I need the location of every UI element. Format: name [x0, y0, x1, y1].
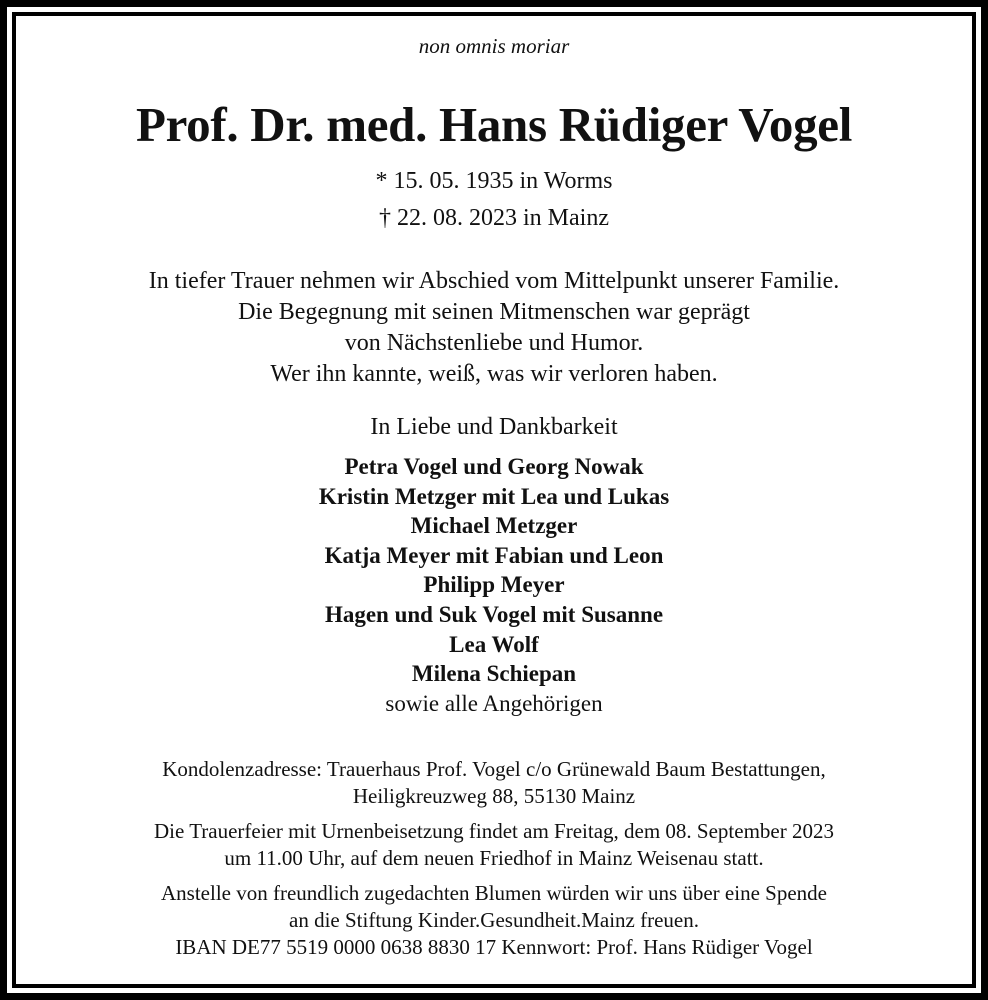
- notice-line: Anstelle von freundlich zugedachten Blumen würden wir uns über eine Spende: [161, 881, 827, 905]
- tribute-line: von Nächstenliebe und Humor.: [344, 330, 644, 356]
- tribute-line: In tiefer Trauer nehmen wir Abschied vom Mittelpunkt unserer Familie.: [148, 268, 840, 294]
- tribute-line: Die Begegnung mit seinen Mitmenschen war geprägt: [238, 299, 750, 325]
- tribute-line: Wer ihn kannte, weiß, was wir verloren haben.: [270, 361, 718, 387]
- death-date: † 22. 08. 2023 in Mainz: [379, 205, 609, 231]
- notice-line: Kondolenzadresse: Trauerhaus Prof. Vogel c/o Grünewald Baum Bestattungen,: [162, 757, 826, 781]
- motto: non omnis moriar: [418, 34, 570, 58]
- tribute-text: [0, 266, 988, 390]
- donation-notice: [0, 880, 988, 961]
- notice-line: Die Trauerfeier mit Urnenbeisetzung findet am Freitag, dem 08. September 2023: [154, 819, 834, 843]
- mourner: Petra Vogel und Georg Nowak: [344, 454, 644, 479]
- funeral-notice: [0, 818, 988, 872]
- mourner: Katja Meyer mit Fabian und Leon: [324, 542, 664, 568]
- mourners-closing: sowie alle Angehörigen: [385, 690, 603, 716]
- notice-line: Heiligkreuzweg 88, 55130 Mainz: [352, 784, 636, 808]
- mourner: Milena Schiepan: [411, 661, 577, 687]
- mourner: Hagen und Suk Vogel mit Susanne: [324, 601, 664, 627]
- mourner: Philipp Meyer: [423, 572, 565, 598]
- deceased-name: Prof. Dr. med. Hans Rüdiger Vogel: [135, 97, 853, 152]
- mourners-list: [0, 452, 988, 718]
- notice-line: um 11.00 Uhr, auf dem neuen Friedhof in Mainz Weisenau statt.: [224, 846, 764, 870]
- birth-date: * 15. 05. 1935 in Worms: [375, 168, 613, 194]
- condolence-address: [0, 756, 988, 810]
- notice-line: an die Stiftung Kinder.Gesundheit.Mainz freuen.: [289, 908, 699, 932]
- mourner: Lea Wolf: [449, 631, 539, 657]
- iban-line: IBAN DE77 5519 0000 0638 8830 17 Kennwort: Prof. Hans Rüdiger Vogel: [175, 935, 813, 959]
- signoff: In Liebe und Dankbarkeit: [370, 414, 618, 440]
- mourner: Michael Metzger: [410, 513, 578, 539]
- mourner: Kristin Metzger mit Lea und Lukas: [318, 483, 670, 509]
- notices: [0, 756, 988, 961]
